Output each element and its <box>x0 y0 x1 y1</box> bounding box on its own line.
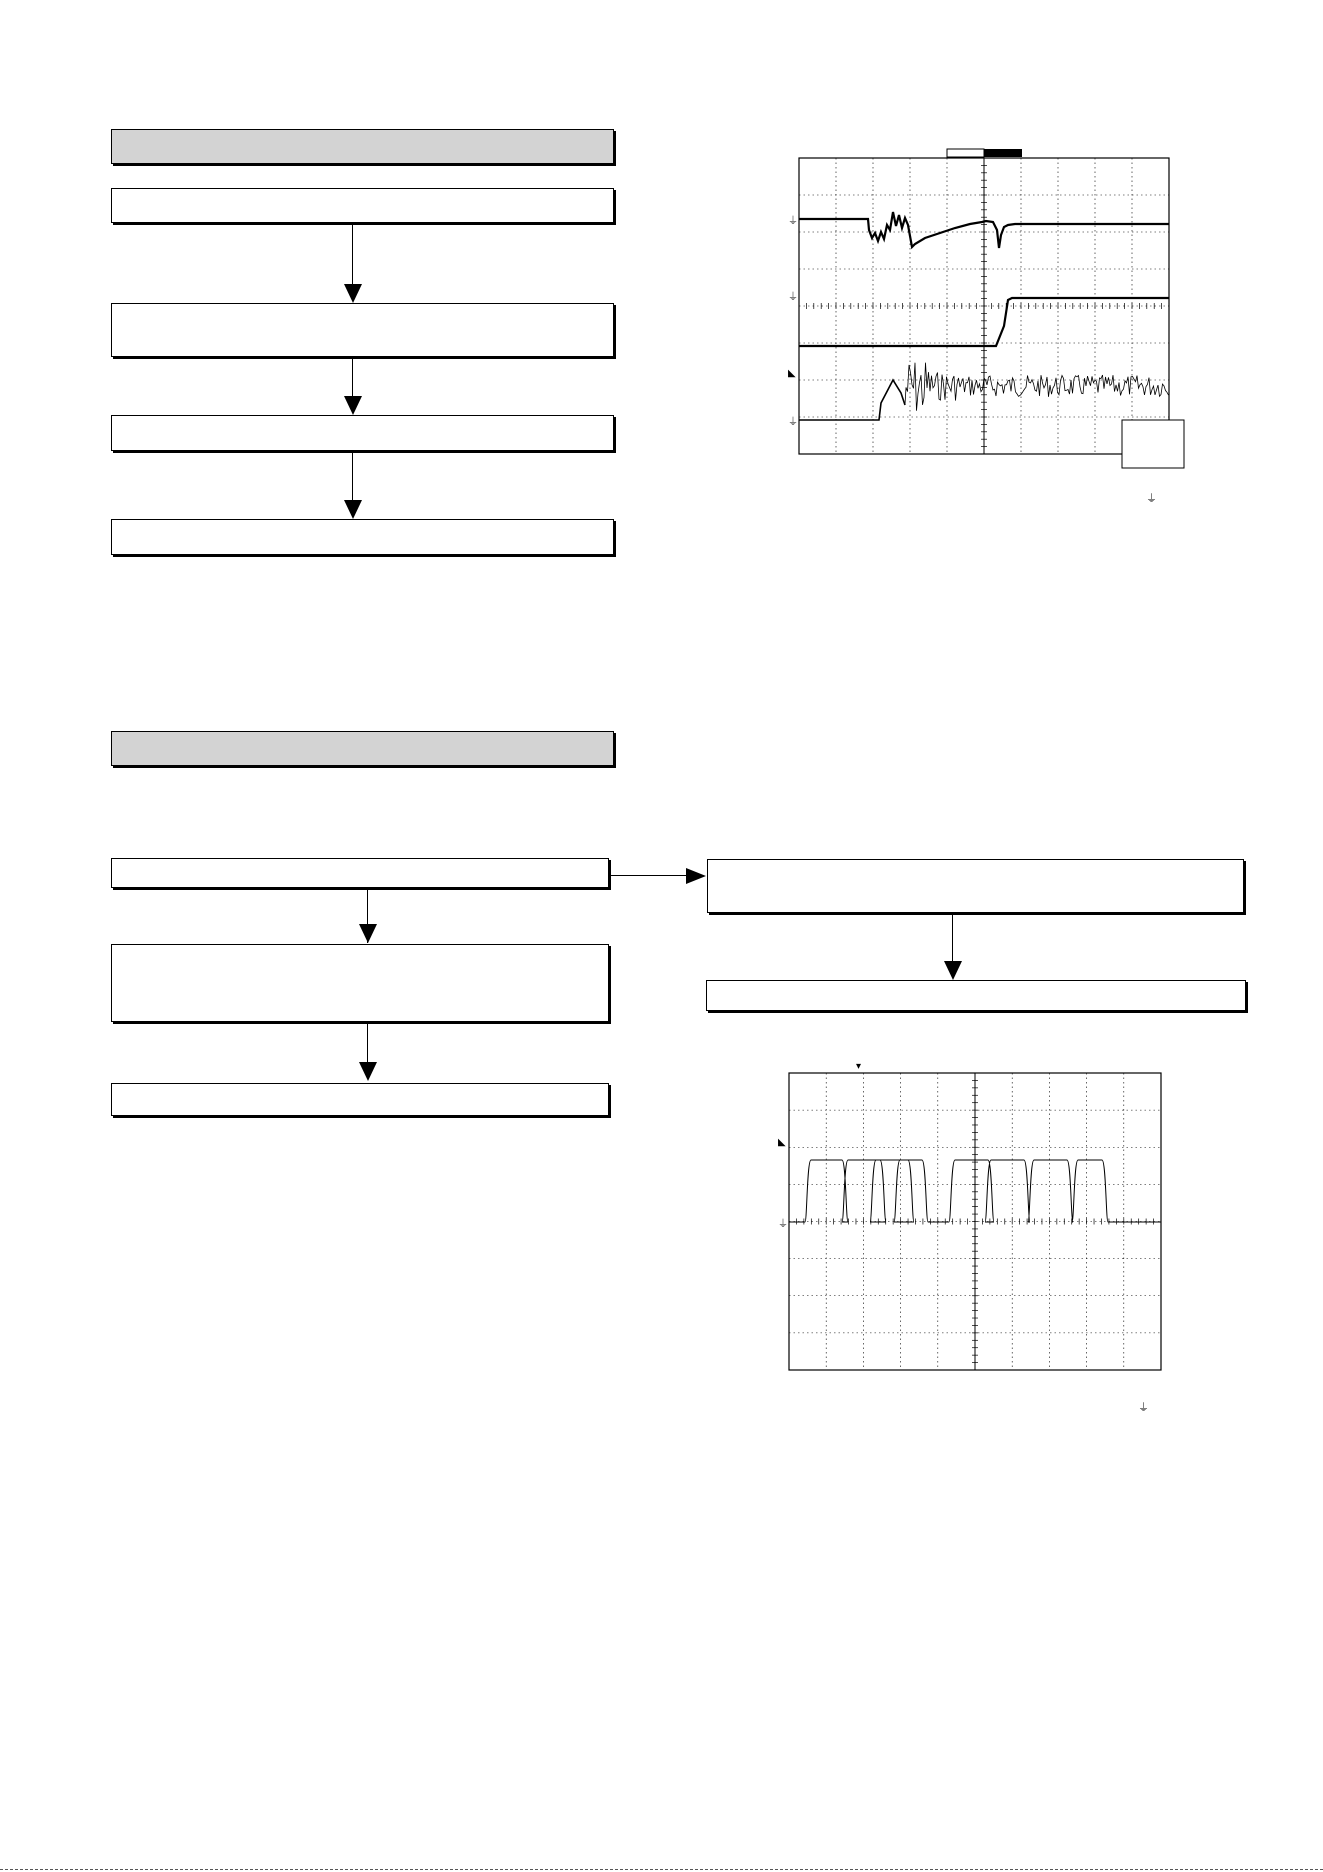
flow-1-arrow-2 <box>344 396 362 415</box>
oscilloscope-screen-2 <box>760 1055 1200 1415</box>
flow-1-box-2 <box>111 303 614 357</box>
flow-1-box-4 <box>111 519 614 555</box>
ground-marker: ⏚ <box>788 417 798 428</box>
ground-marker: ⏚ <box>788 292 798 303</box>
flow-2-left-box-3 <box>111 1083 609 1116</box>
flow-2-right-box-1 <box>707 859 1244 913</box>
trigger-marker: ▾ <box>856 1061 862 1072</box>
scope-1-ground-symbol-icon: ⏚ <box>1146 492 1157 505</box>
flow-1-connector-2 <box>352 357 353 397</box>
scope-1-header-bar <box>947 149 1022 157</box>
flow-1-arrow-3 <box>344 500 362 519</box>
scope-2-ground-symbol-icon: ⏚ <box>1138 1401 1149 1414</box>
scope-1-label-box <box>1122 420 1184 468</box>
flow-1-connector-1 <box>352 223 353 286</box>
section-2-banner <box>111 731 614 766</box>
flow-2-branch-connector <box>609 875 688 876</box>
oscilloscope-screen-1 <box>760 140 1200 510</box>
flow-1-box-1 <box>111 188 614 223</box>
ground-marker: ⏚ <box>778 1219 788 1230</box>
flow-1-arrow-1 <box>344 284 362 303</box>
page-bottom-rule <box>0 1869 1323 1870</box>
flow-1-box-3 <box>111 415 614 451</box>
flow-2-branch-arrow <box>686 868 706 884</box>
flow-2-left-box-1 <box>111 858 609 888</box>
flow-2-right-connector-1 <box>952 913 953 962</box>
flow-1-connector-3 <box>352 451 353 502</box>
trigger-marker: ◣ <box>788 368 796 379</box>
flow-2-right-arrow-1 <box>944 961 962 980</box>
scope-1-channel-markers <box>788 215 798 428</box>
flow-2-left-arrow-2 <box>359 1062 377 1081</box>
section-1-banner <box>111 129 614 164</box>
flow-2-left-connector-2 <box>367 1022 368 1062</box>
trigger-marker: ◣ <box>778 1137 786 1148</box>
flow-2-left-arrow-1 <box>359 924 377 943</box>
flow-2-right-box-2 <box>706 980 1246 1011</box>
flow-2-left-box-2 <box>111 944 609 1022</box>
ground-marker: ⏚ <box>788 216 798 227</box>
